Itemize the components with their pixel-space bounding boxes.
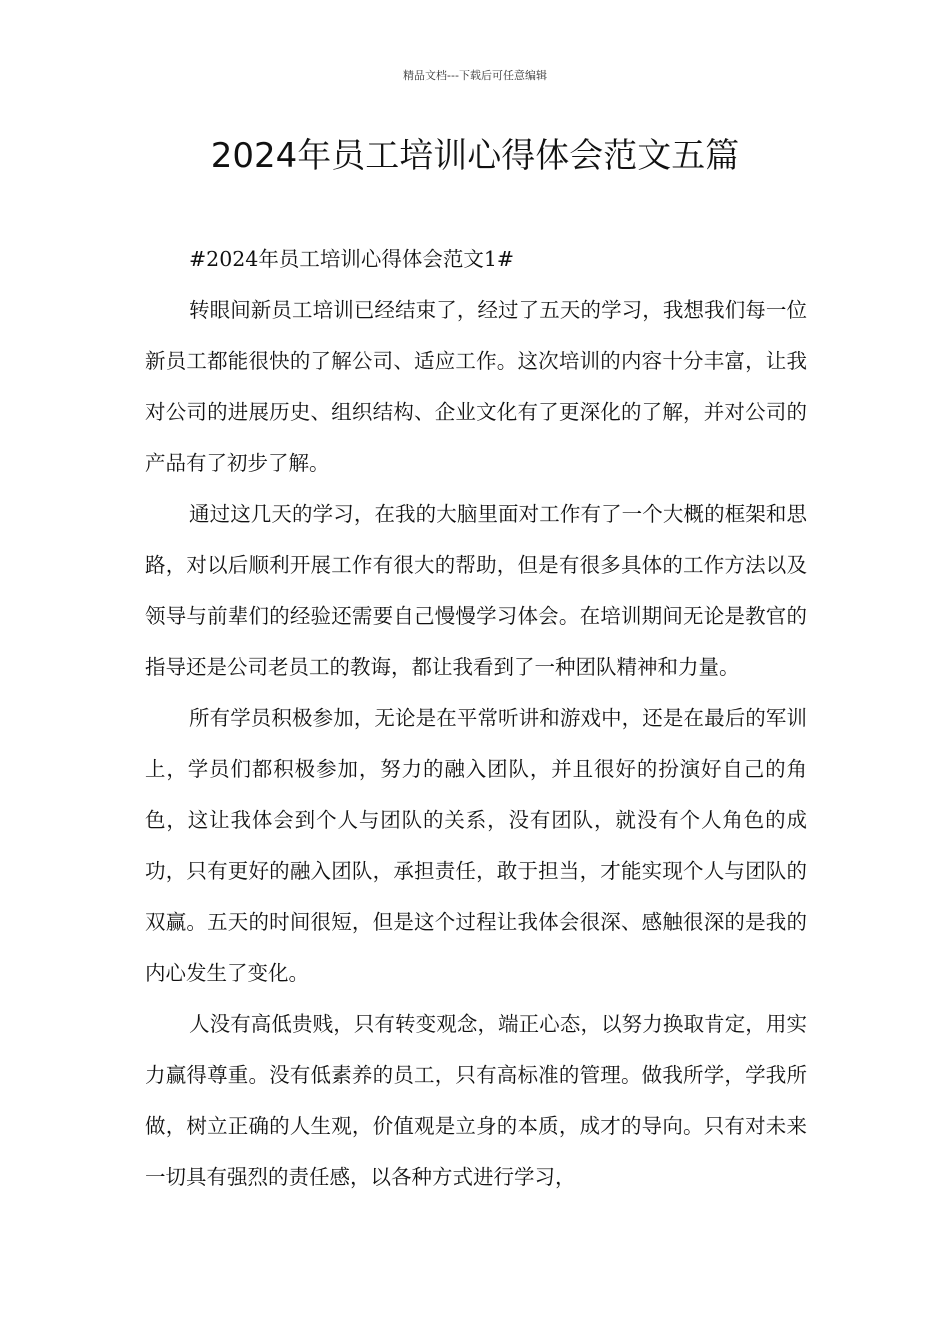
header-note: 精品文档---下载后可任意编辑 <box>403 69 547 82</box>
paragraph-4: 人没有高低贵贱，只有转变观念，端正心态，以努力换取肯定，用实力赢得尊重。没有低素养的员工，只有高标准的管理。做我所学，学我所做，树立正确的人生观，价值观是立身的本质，成才的导向。只有对未来一切具有强烈的责任感，以各种方式进行学习， <box>145 1012 807 1189</box>
paragraph-1: 转眼间新员工培训已经结束了，经过了五天的学习，我想我们每一位新员工都能很快的了解公司、适应工作。这次培训的内容十分丰富，让我对公司的进展历史、组织结构、企业文化有了更深化的了解，并对公司的产品有了初步了解。 <box>145 298 807 475</box>
section-heading: #2024年员工培训心得体会范文1# <box>189 247 515 271</box>
document-title: 2024年员工培训心得体会范文五篇 <box>210 136 740 176</box>
paragraph-2: 通过这几天的学习，在我的大脑里面对工作有了一个大概的框架和思路，对以后顺利开展工作有很大的帮助，但是有很多具体的工作方法以及领导与前辈们的经验还需要自己慢慢学习体会。在培训期间无论是教官的指导还是公司老员工的教诲，都让我看到了一种团队精神和力量。 <box>145 502 807 679</box>
paragraph-3: 所有学员积极参加，无论是在平常听讲和游戏中，还是在最后的军训上，学员们都积极参加，努力的融入团队，并且很好的扮演好自己的角色，这让我体会到个人与团队的关系，没有团队，就没有个人角色的成功，只有更好的融入团队，承担责任，敢于担当，才能实现个人与团队的双赢。五天的时间很短，但是这个过程让我体会很深、感触很深的是我的内心发生了变化。 <box>145 706 807 985</box>
document-body <box>145 234 807 1203</box>
